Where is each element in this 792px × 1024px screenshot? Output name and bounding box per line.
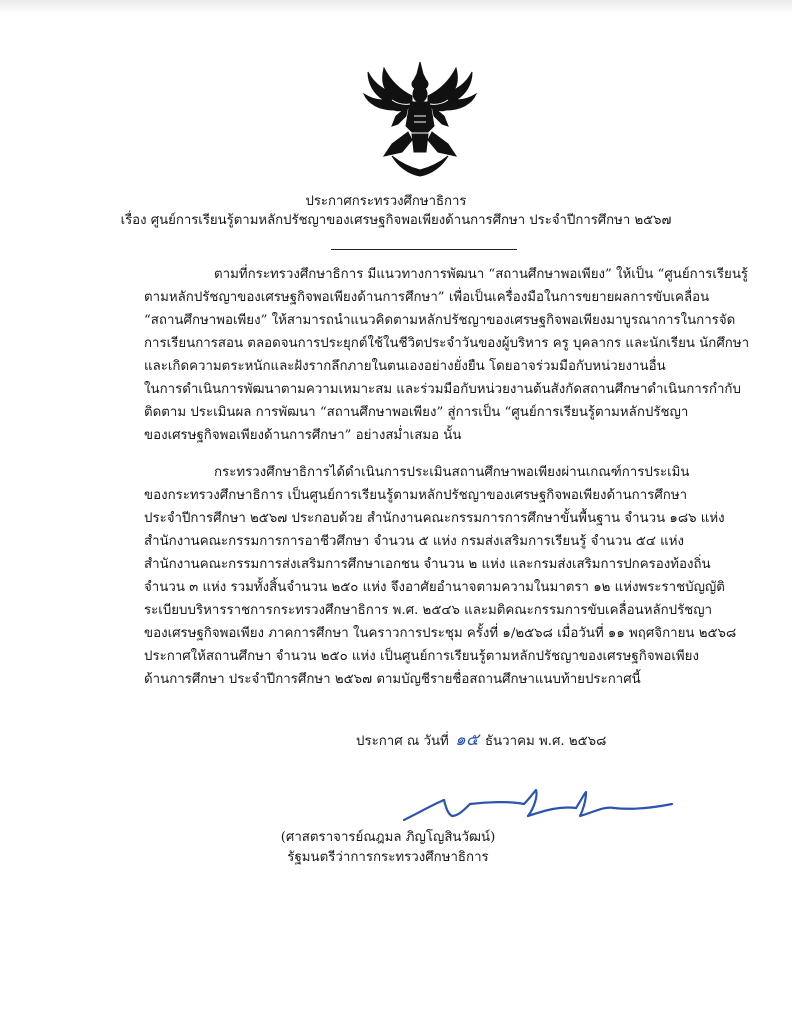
scan-edge [0, 0, 792, 14]
paragraph-line: ประกาศให้สถานศึกษา จำนวน ๒๕๐ แห่ง เป็นศูนย์การเรียนรู้ตามหลักปรัชญาของเศรษฐกิจพอเพียง [144, 649, 699, 664]
garuda-emblem-icon [362, 60, 478, 178]
announcement-date [356, 726, 606, 753]
paragraph-line: สำนักงานคณะกรรมการส่งเสริมการศึกษาเอกชน จำนวน ๒ แห่ง และกรมส่งเสริมการปกครองท้องถิ่น [144, 557, 711, 572]
paragraph-line: ประจำปีการศึกษา ๒๕๖๗ ประกอบด้วย สำนักงานคณะกรรมการการศึกษาขั้นพื้นฐาน จำนวน ๑๘๖ แห่ง [144, 511, 725, 526]
paragraph-line: ระเบียบบริหารราชการกระทรวงศึกษาธิการ พ.ศ. ๒๕๔๖ และมติคณะกรรมการขับเคลื่อนหลักปรัชญา [144, 603, 713, 618]
announcement-title: ประกาศกระทรวงศึกษาธิการ [305, 194, 467, 209]
paragraph-line: สำนักงานคณะกรรมการการอาชีวศึกษา จำนวน ๕ แห่ง กรมส่งเสริมการเรียนรู้ จำนวน ๕๔ แห่ง [144, 534, 684, 549]
signer-role: รัฐมนตรีว่าการกระทรวงศึกษาธิการ [287, 850, 489, 865]
announcement-subject: เรื่อง ศูนย์การเรียนรู้ตามหลักปรัชญาของเศรษฐกิจพอเพียงด้านการศึกษา ประจำปีการศึกษา ๒๕๖๗ [120, 213, 672, 228]
date-day-handwritten: ๑๕ [455, 730, 479, 750]
paragraph-line: ของเศรษฐกิจพอเพียง ภาคการศึกษา ในคราวการประชุม ครั้งที่ ๑/๒๕๖๘ เมื่อวันที่ ๑๑ พฤศจิกายน ๒๕๖๘ [144, 626, 737, 641]
signer-name: (ศาสตราจารย์ณฎมล ภิญโญสินวัฒน์) [280, 830, 496, 845]
paragraph-line: ในการดำเนินการพัฒนาตามความเหมาะสม และร่วมมือกับหน่วยงานต้นสังกัดสถานศึกษาดำเนินการกำกับ [144, 382, 741, 397]
date-suffix: ธันวาคม พ.ศ. ๒๕๖๘ [484, 734, 607, 749]
paragraph-line: ด้านการศึกษา ประจำปีการศึกษา ๒๕๖๗ ตามบัญชีรายชื่อสถานศึกษาแนบท้ายประกาศนี้ [144, 672, 641, 687]
paragraph-line: การเรียนการสอน ตลอดจนการประยุกต์ใช้ในชีวิตประจำวันของผู้บริหาร ครู บุคลากร และนักเรียน นักศึกษา [144, 336, 750, 351]
paragraph-line: กระทรวงศึกษาธิการได้ดำเนินการประเมินสถานศึกษาพอเพียงผ่านเกณฑ์การประเมิน [214, 465, 690, 480]
signature-mark [400, 784, 710, 830]
paragraph-line: ตามหลักปรัชญาของเศรษฐกิจพอเพียงด้านการศึกษา” เพื่อเป็นเครื่องมือในการขยายผลการขับเคลื่อน [144, 290, 710, 305]
paragraph-line: ตามที่กระทรวงศึกษาธิการ มีแนวทางการพัฒนา “สถานศึกษาพอเพียง” ให้เป็น “ศูนย์การเรียนรู้ [214, 267, 749, 282]
date-prefix: ประกาศ ณ วันที่ [356, 734, 449, 749]
paragraph-line: จำนวน ๓ แห่ง รวมทั้งสิ้นจำนวน ๒๕๐ แห่ง จึงอาศัยอำนาจตามความในมาตรา ๑๒ แห่งพระราชบัญญัติ [144, 580, 725, 595]
paragraph-line: และเกิดความตระหนักและฝังรากลึกภายในตนเองอย่างยั่งยืน โดยอาจร่วมมือกับหน่วยงานอื่น [144, 359, 666, 374]
paragraph-line: ของกระทรวงศึกษาธิการ เป็นศูนย์การเรียนรู้ตามหลักปรัชญาของเศรษฐกิจพอเพียงด้านการศึกษา [144, 488, 688, 503]
paragraph-line: ของเศรษฐกิจพอเพียงด้านการศึกษา” อย่างสม่ำเสมอ นั้น [144, 428, 462, 443]
paragraph-line: “สถานศึกษาพอเพียง” ให้สามารถนำแนวคิดตามหลักปรัชญาของเศรษฐกิจพอเพียงมาบูรณาการในการจัด [144, 313, 736, 328]
title-divider [331, 249, 517, 250]
paragraph-line: ติดตาม ประเมินผล การพัฒนา “สถานศึกษาพอเพียง” สู่การเป็น “ศูนย์การเรียนรู้ตามหลักปรัชญา [144, 405, 689, 420]
